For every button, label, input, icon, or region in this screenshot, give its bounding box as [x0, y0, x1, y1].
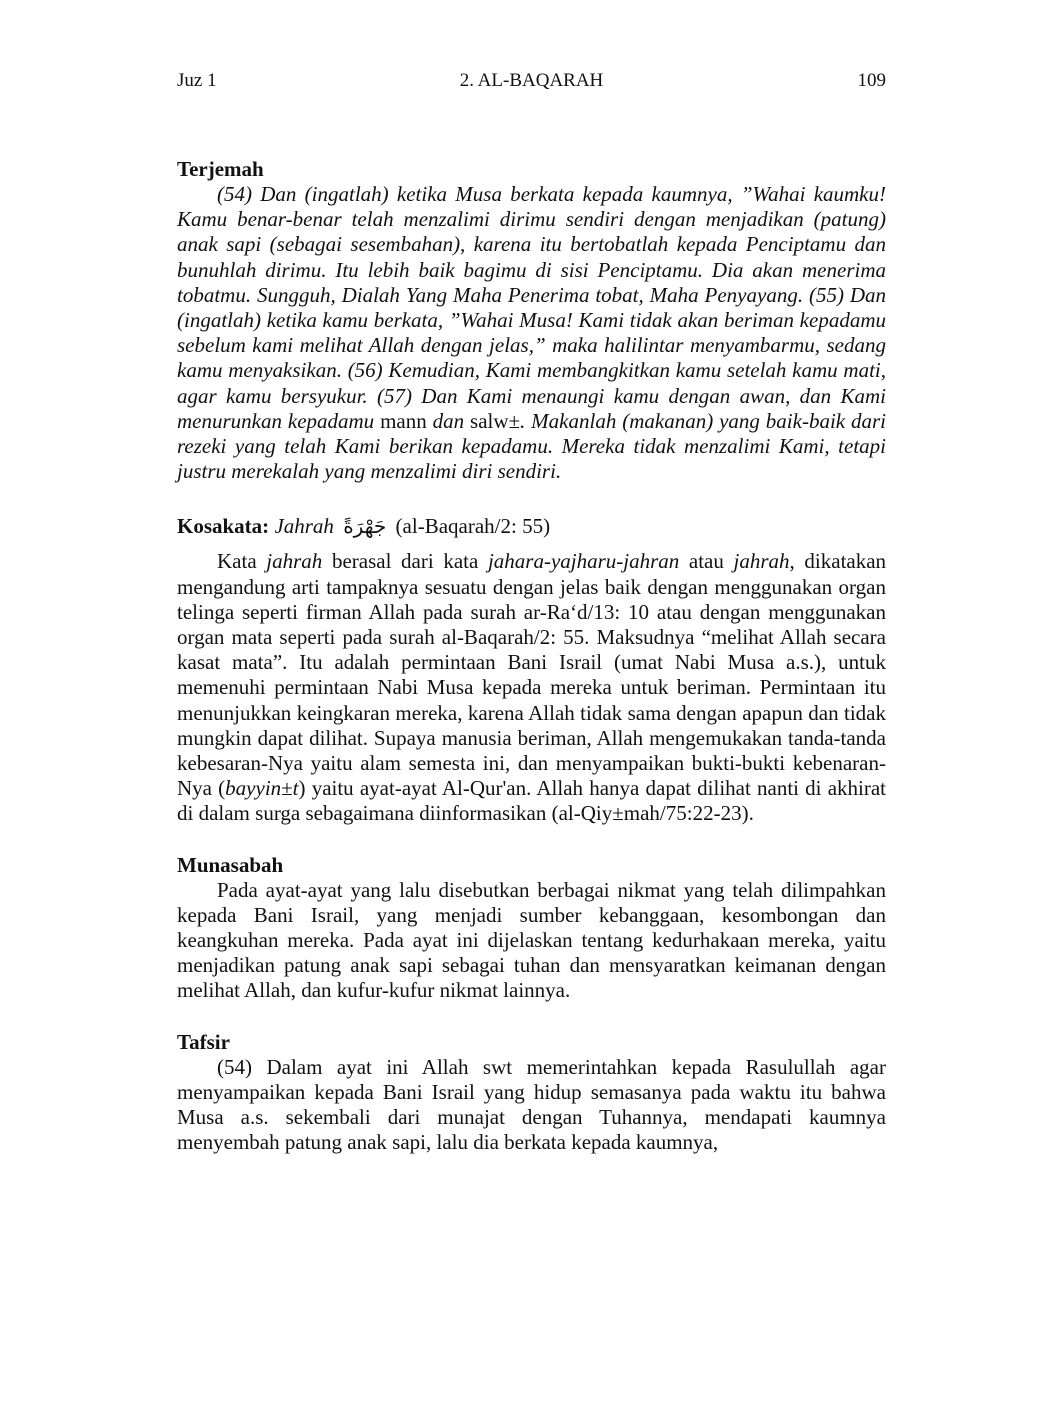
terjemah-text [177, 182, 886, 484]
terjemah-text-part1: (54) Dan (ingatlah) ketika Musa berkata kepada kaumnya, ”Wahai kaumku! Kamu benar-benar telah menzalimi dirimu sendiri dengan menjadikan (patung) anak sapi (sebagai sesembahan), karena itu bertobatlah kepada Penciptamu dan bunuhlah dirimu. Itu lebih baik bagimu di sisi Penciptamu. Dia akan menerima tobatmu. Sungguh, Dialah Yang Maha Penerima tobat, Maha Penyayang. (55) Dan (ingatlah) ketika kamu berkata, ”Wahai Musa! Kami tidak akan beriman kepadamu sebelum kami melihat Allah dengan jelas,” maka halilintar menyambarmu, sedang kamu menyaksikan. (56) Kemudian, Kami membangkitkan kamu setelah kamu mati, agar kamu bersyukur. (57) Dan Kami menaungi kamu dengan awan, dan Kami menurunkan kepadamu [177, 182, 886, 433]
kosakata-text-2: berasal dari kata [331, 549, 479, 574]
juz-label: Juz 1 [177, 70, 217, 91]
term-bayyinat: bayyin±t [225, 776, 299, 801]
running-header [177, 70, 886, 100]
term-salwa: salw± [470, 408, 521, 433]
kosakata-term: Jahrah [274, 514, 334, 539]
section-terjemah [177, 156, 886, 484]
munasabah-heading: Munasabah [177, 852, 284, 877]
kosakata-text [177, 549, 886, 826]
kosakata-text-1: Kata [217, 549, 257, 574]
kosakata-reference: (al-Baqarah/2: 55) [395, 514, 551, 539]
section-tafsir [177, 1029, 886, 1156]
section-kosakata [177, 511, 886, 826]
kosakata-label: Kosakata: [177, 514, 270, 539]
kosakata-text-5: ) yaitu ayat-ayat Al-Qur'an. Allah hanya dapat dilihat nanti di akhirat di dalam surga sebagaimana diinformasikan (al-Qiy±mah/75:22-23). [177, 776, 886, 826]
term-mann: mann [380, 408, 427, 433]
term-jahrah-2: jahrah [733, 549, 790, 574]
kosakata-heading [177, 511, 886, 541]
terjemah-text-part2: . Makanlah (makanan) yang baik-baik dari rezeki yang telah Kami berikan kepadamu. Mereka tidak menzalimi Kami, tetapi justru merekalah yang menzalimi diri sendiri. [177, 408, 886, 484]
kosakata-text-4: , dikatakan mengandung arti tampaknya sesuatu dengan jelas baik dengan menggunakan organ telinga seperti firman Allah pada surah ar-Ra‘d/13: 10 atau dengan menggunakan organ mata seperti pada surah al-Baqarah/2: 55. Maksudnya “melihat Allah secara kasat mata”. Itu adalah permintaan Bani Israil (umat Nabi Musa a.s.), untuk memenuhi permintaan Nabi Musa kepada mereka untuk beriman. Permintaan itu menunjukkan keingkaran mereka, karena Allah tidak sama dengan apapun dan tidak mungkin dapat dilihat. Supaya manusia beriman, Allah mengemukakan tanda-tanda kebesaran-Nya yaitu alam semesta ini, dan menyampaikan bukti-bukti kebenaran-Nya ( [177, 549, 887, 801]
section-munasabah [177, 852, 886, 1004]
tafsir-heading: Tafsir [177, 1029, 230, 1054]
term-jahara: jahara-yajharu-jahran [487, 549, 680, 574]
kosakata-text-3: atau [688, 549, 724, 574]
munasabah-text: Pada ayat-ayat yang lalu disebutkan berbagai nikmat yang telah dilimpahkan kepada Bani Israil, yang menjadi sumber kebanggaan, kesombongan dan keangkuhan mereka. Pada ayat ini dijelaskan tentang kedurhakaan mereka, yaitu menjadikan patung anak sapi sebagai tuhan dan mensyaratkan keimanan dengan melihat Allah, dan kufur-kufur nikmat lainnya. [177, 877, 886, 1003]
tafsir-text: (54) Dalam ayat ini Allah swt memerintahkan kepada Rasulullah agar menyampaikan kepada Bani Israil yang hidup semasanya pada waktu itu bahwa Musa a.s. sekembali dari munajat dengan Tuhannya, mendapati kaumnya menyembah patung anak sapi, lalu dia berkata kepada kaumnya, [177, 1054, 886, 1155]
surah-title: 2. AL-BAQARAH [459, 70, 604, 91]
kosakata-arabic: جَهْرَةً [343, 514, 387, 539]
terjemah-dan: dan [432, 408, 465, 433]
term-jahrah: jahrah [266, 549, 323, 574]
page-number: 109 [857, 70, 886, 91]
terjemah-heading: Terjemah [177, 157, 264, 181]
page-content [177, 156, 886, 1156]
